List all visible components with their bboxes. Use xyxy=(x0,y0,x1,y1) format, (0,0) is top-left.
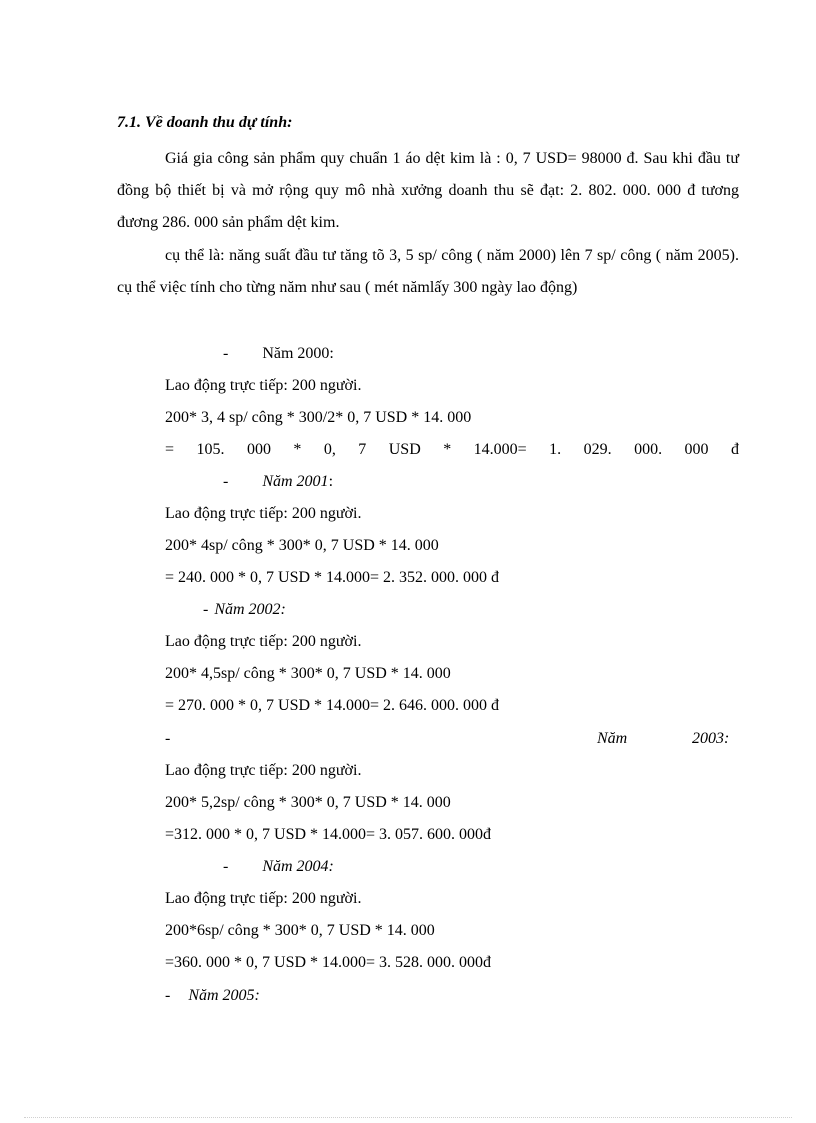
result-token: 105. xyxy=(196,441,225,458)
result-token: đ xyxy=(730,441,739,458)
year-2003-label-word: Năm xyxy=(597,730,628,747)
year-2004-formula: 200*6sp/ công * 300* 0, 7 USD * 14. 000 xyxy=(165,922,435,939)
result-token: 0, xyxy=(323,441,336,458)
dash: - xyxy=(223,473,229,490)
year-2001-labor: Lao động trực tiếp: 200 người. xyxy=(165,505,362,522)
result-token: USD xyxy=(388,441,421,458)
intro-paragraph-1: Giá gia công sản phẩm quy chuẩn 1 áo dệt kim là : 0, 7 USD= 98000 đ. Sau khi đầu tư đồng bộ thiết bị và mở rộng quy mô nhà xưởng doanh thu sẽ đạt: 2. 802. 000. 000 đ tương đương 286. 000 sản phẩm dệt kim. xyxy=(117,150,739,231)
year-2004-heading xyxy=(223,857,334,877)
year-2003-result: =312. 000 * 0, 7 USD * 14.000= 3. 057. 600. 000đ xyxy=(165,826,492,843)
result-token: = xyxy=(165,441,175,458)
year-label: Năm 2000: xyxy=(262,345,334,362)
year-2002-heading xyxy=(203,600,286,620)
year-2004-result: =360. 000 * 0, 7 USD * 14.000= 3. 528. 000. 000đ xyxy=(165,954,492,971)
dash: - xyxy=(223,858,229,875)
year-label: Năm 2001 xyxy=(262,473,329,490)
year-2001-formula: 200* 4sp/ công * 300* 0, 7 USD * 14. 000 xyxy=(165,537,439,554)
year-label: Năm 2004: xyxy=(262,858,334,875)
year-2000-labor: Lao động trực tiếp: 200 người. xyxy=(165,377,362,394)
dash: - xyxy=(165,987,171,1004)
year-2004-labor: Lao động trực tiếp: 200 người. xyxy=(165,890,362,907)
year-2000-formula: 200* 3, 4 sp/ công * 300/2* 0, 7 USD * 14. 000 xyxy=(165,409,472,426)
dash: - xyxy=(203,601,209,618)
result-token: 14.000= xyxy=(473,441,527,458)
result-token: 000. xyxy=(634,441,663,458)
intro-paragraph-2: cụ thể là: năng suất đầu tư tăng tõ 3, 5 sp/ công ( năm 2000) lên 7 sp/ công ( năm 2005). cụ thể việc tính cho từng năm như sau ( mét nămlấy 300 ngày lao động) xyxy=(117,247,739,296)
year-2003-labor: Lao động trực tiếp: 200 người. xyxy=(165,762,362,779)
year-2001-result: = 240. 000 * 0, 7 USD * 14.000= 2. 352. 000. 000 đ xyxy=(165,569,500,586)
year-label: Năm 2002: xyxy=(214,601,286,618)
year-label: Năm 2005: xyxy=(188,987,260,1004)
year-2000-heading xyxy=(223,344,334,364)
result-token: 000 xyxy=(684,441,709,458)
year-2005-heading xyxy=(165,986,260,1006)
year-2003-dash: - xyxy=(165,730,171,747)
result-token: * xyxy=(293,441,302,458)
year-2003-formula: 200* 5,2sp/ công * 300* 0, 7 USD * 14. 000 xyxy=(165,794,451,811)
year-2000-result xyxy=(165,440,739,460)
result-token: 029. xyxy=(583,441,612,458)
result-token: 1. xyxy=(549,441,562,458)
colon: : xyxy=(328,473,334,490)
year-2003-label-year: 2003: xyxy=(692,730,730,747)
result-token: * xyxy=(443,441,452,458)
page-bottom-border xyxy=(24,1117,792,1118)
year-2002-result: = 270. 000 * 0, 7 USD * 14.000= 2. 646. 000. 000 đ xyxy=(165,697,500,714)
result-token: 7 xyxy=(358,441,367,458)
year-2002-formula: 200* 4,5sp/ công * 300* 0, 7 USD * 14. 000 xyxy=(165,665,451,682)
dash: - xyxy=(223,345,229,362)
year-2001-heading xyxy=(223,472,333,492)
year-2002-labor: Lao động trực tiếp: 200 người. xyxy=(165,633,362,650)
section-heading: 7.1. Về doanh thu dự tính: xyxy=(117,114,293,131)
result-token: 000 xyxy=(246,441,271,458)
